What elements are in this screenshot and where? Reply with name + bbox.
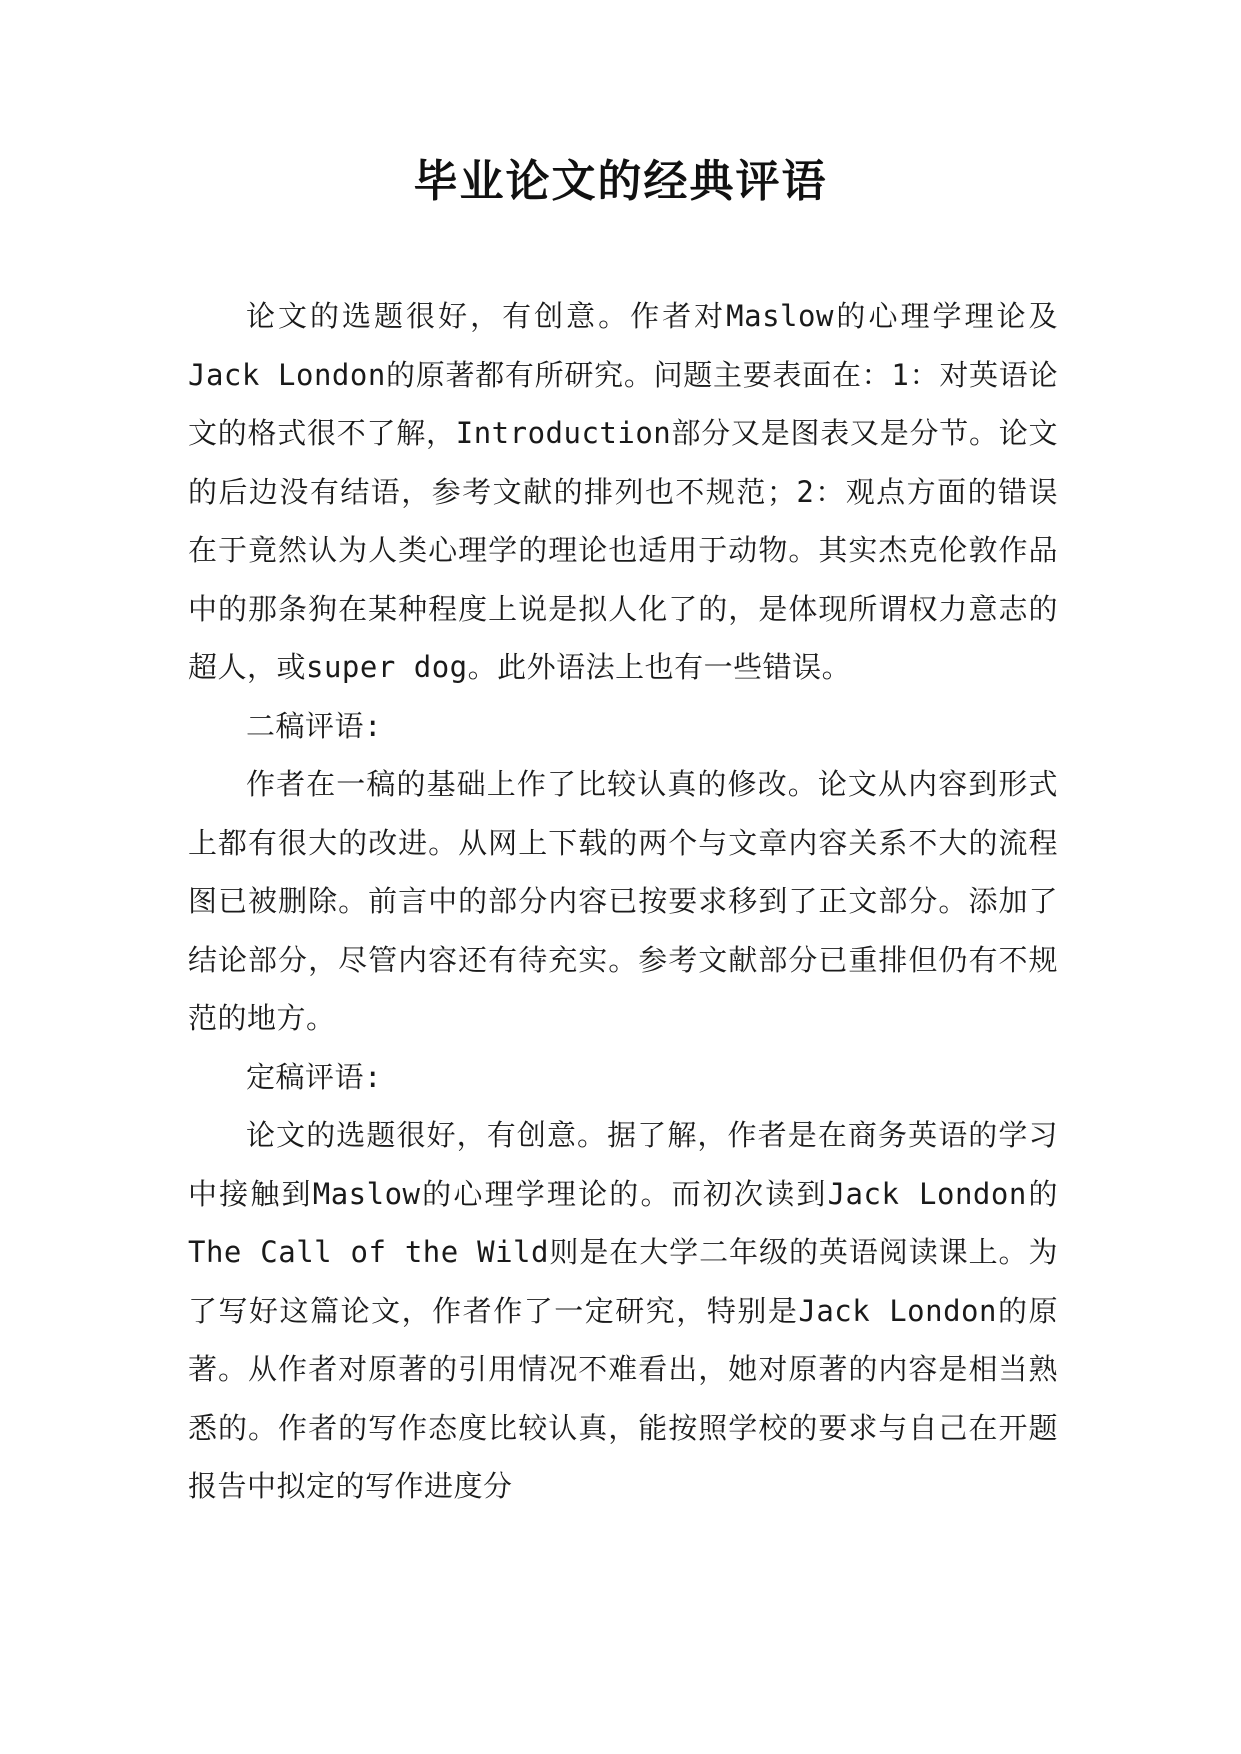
document-title: 毕业论文的经典评语 bbox=[413, 156, 828, 207]
paragraph-final-draft-comment: 论文的选题很好，有创意。据了解，作者是在商务英语的学习中接触到Maslow的心理学理论的。而初次读到Jack London的The Call of the Wild则是在大学二年级的英语阅读课上。为了写好这篇论文，作者作了一定研究，特别是Jack London的原著。从作者对原著的引用情况不难看出，她对原著的内容是相当熟悉的。作者的写作态度比较认真，能按照学校的要求与自己在开题报告中拟定的写作进度分 bbox=[188, 1118, 1058, 1503]
paragraph-final-draft-heading: 定稿评语: bbox=[246, 1059, 382, 1094]
document-body bbox=[188, 287, 1058, 1516]
paragraph-second-draft-heading: 二稿评语: bbox=[246, 708, 382, 743]
paragraph-first-draft-comment: 论文的选题很好，有创意。作者对Maslow的心理学理论及Jack London的原著都有所研究。问题主要表面在：1：对英语论文的格式很不了解，Introduction部分又是图表又是分节。论文的后边没有结语，参考文献的排列也不规范；2：观点方面的错误在于竟然认为人类心理学的理论也适用于动物。其实杰克伦敦作品中的那条狗在某种程度上说是拟人化了的，是体现所谓权力意志的超人，或super dog。此外语法上也有一些错误。 bbox=[188, 299, 1058, 684]
paragraph-second-draft-comment: 作者在一稿的基础上作了比较认真的修改。论文从内容到形式上都有很大的改进。从网上下载的两个与文章内容关系不大的流程图已被删除。前言中的部分内容已按要求移到了正文部分。添加了结论部分，尽管内容还有待充实。参考文献部分已重排但仍有不规范的地方。 bbox=[188, 767, 1058, 1035]
